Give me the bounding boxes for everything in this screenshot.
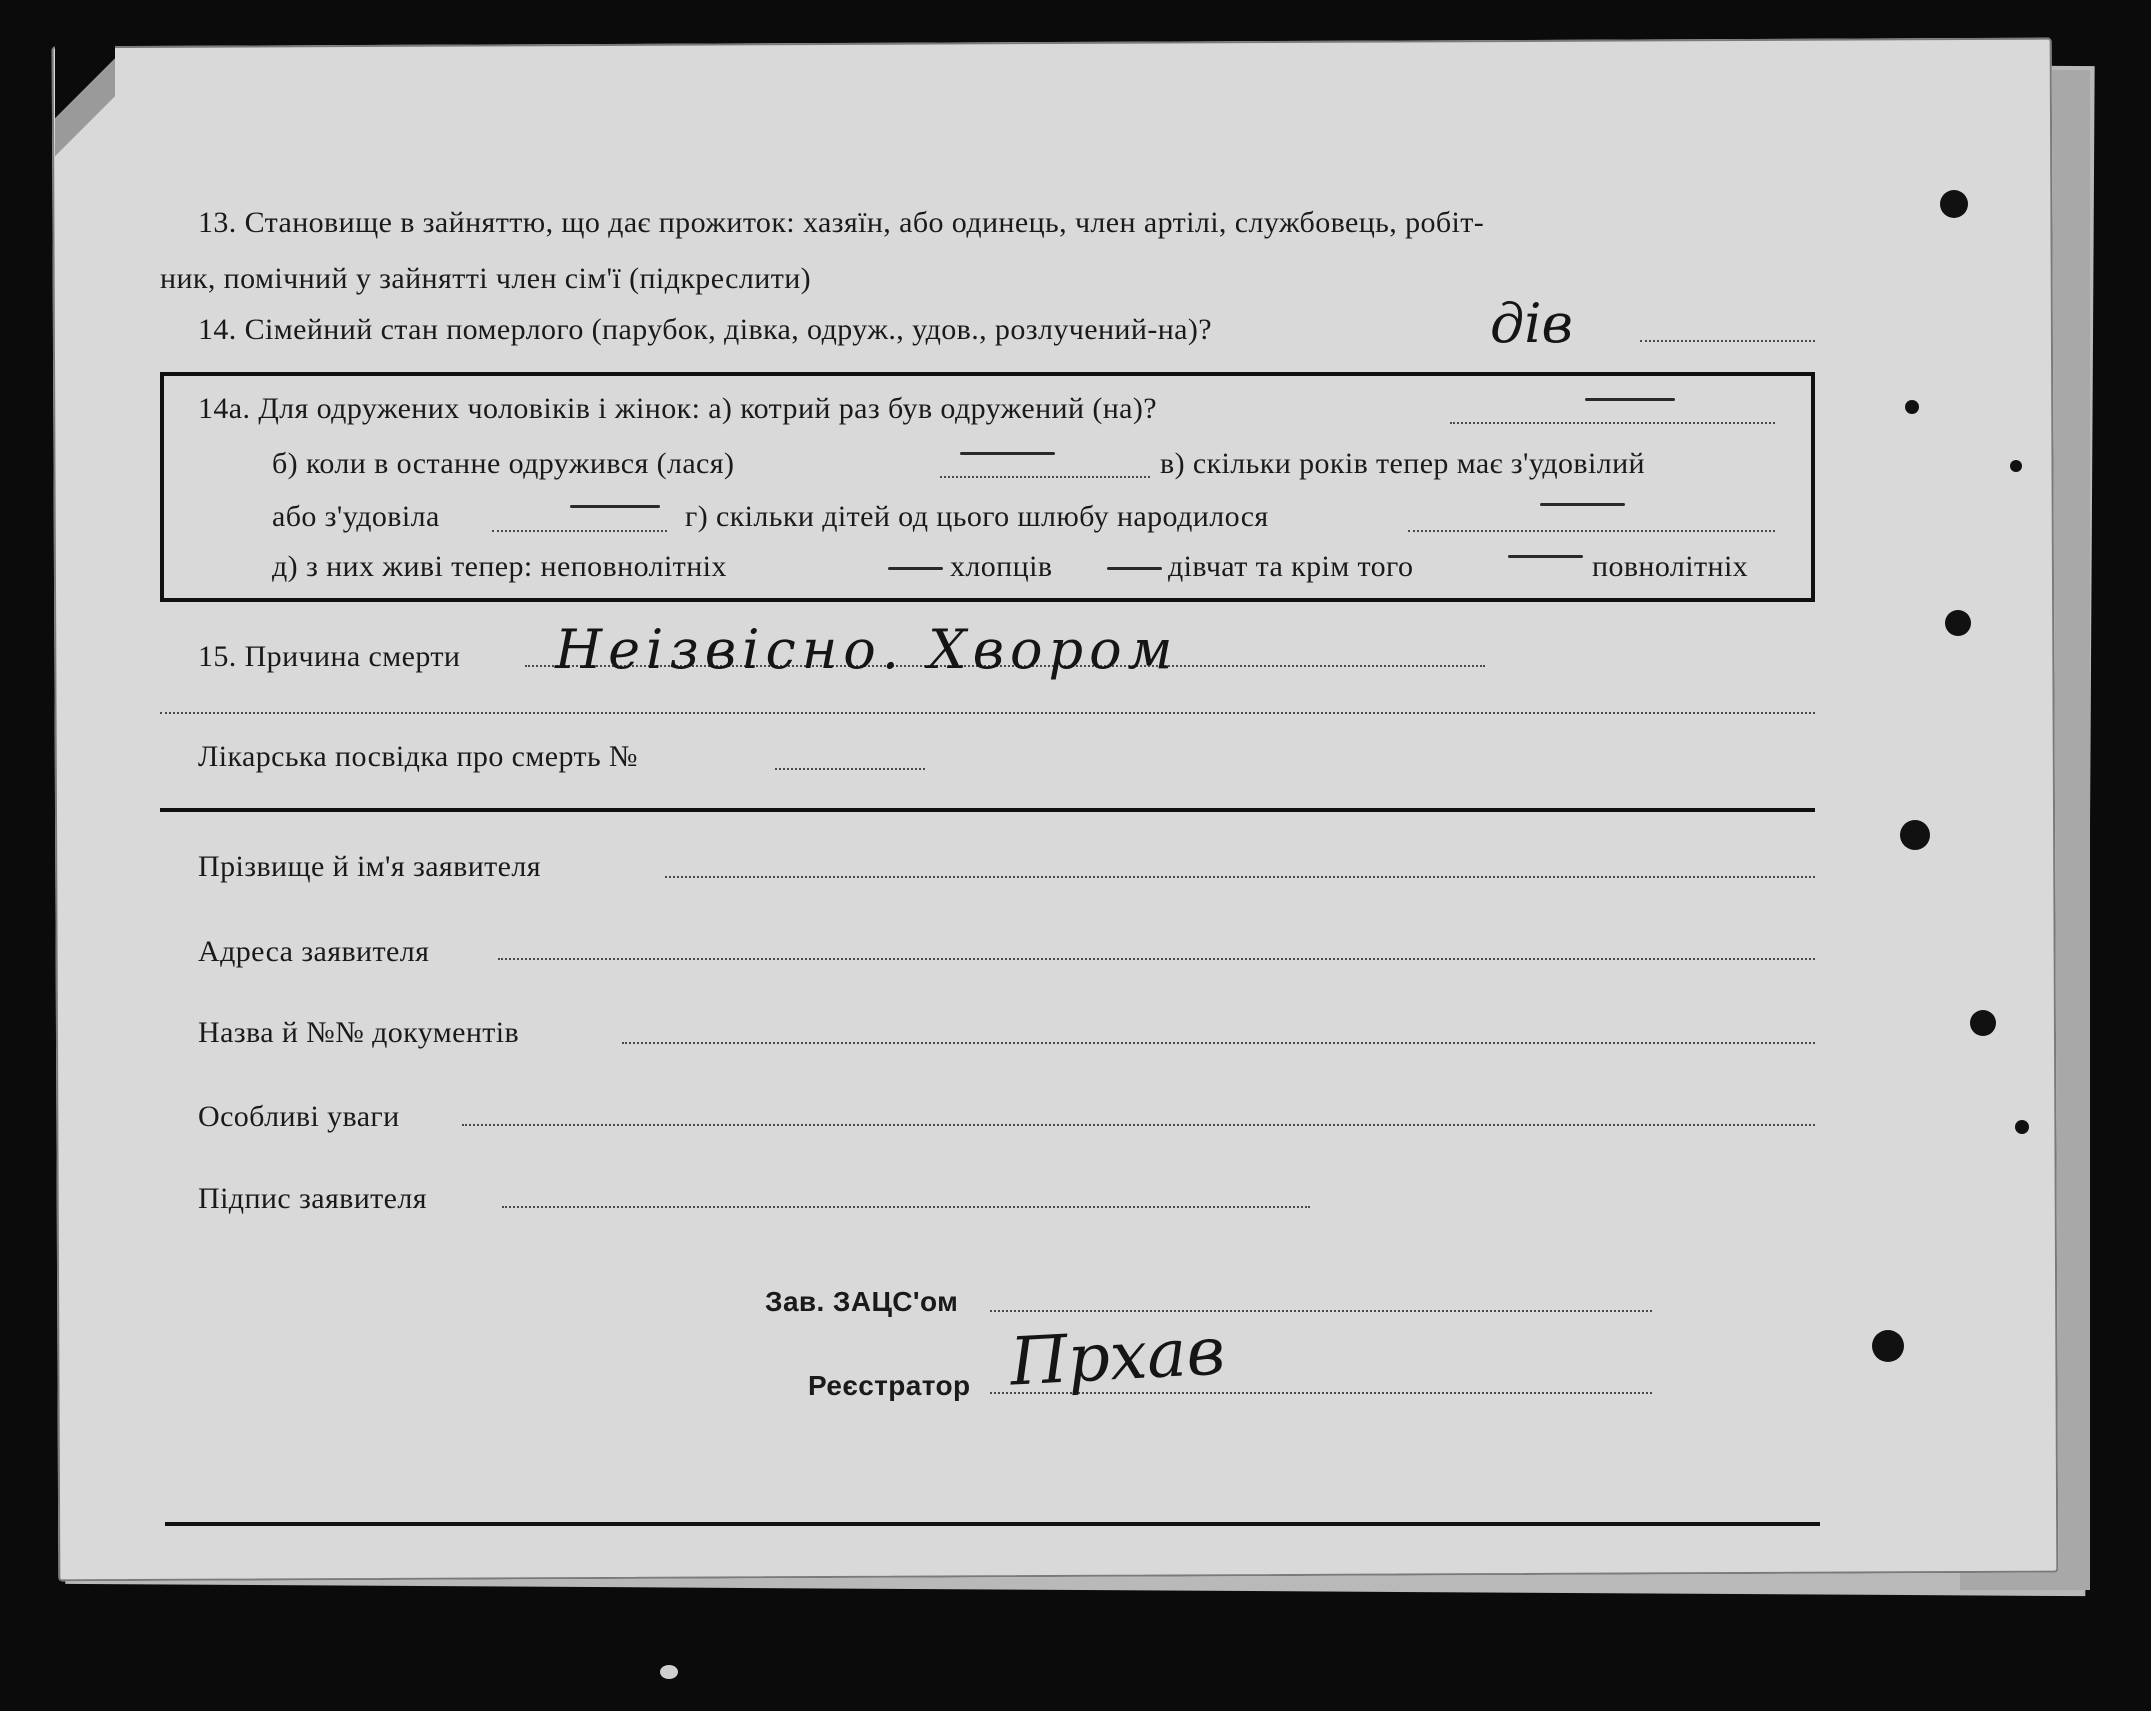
q14a-abo: або з'удовіла: [272, 500, 440, 533]
q14a-b-dots: [940, 476, 1150, 478]
corner-fold: [55, 42, 115, 172]
head-label: Зав. ЗАЦС'ом: [765, 1286, 959, 1317]
registrar-signature: Прхав: [1008, 1312, 1227, 1401]
q14-dots: [1640, 340, 1815, 342]
q14a-a-dash: [1585, 398, 1675, 401]
q14-answer: дів: [1490, 292, 1573, 355]
bottom-rule: [165, 1522, 1820, 1526]
q14a-d3: дівчат та крім того: [1168, 550, 1414, 583]
q14a-d1-dash: [888, 567, 943, 570]
q14a-b-dash: [960, 452, 1055, 455]
binding-hole: [1900, 820, 1930, 850]
q14a-d3-dash: [1508, 555, 1583, 558]
applicant-name-label: Прізвище й ім'я заявителя: [198, 850, 541, 883]
divider-rule: [160, 808, 1815, 812]
applicant-signature-dots: [502, 1206, 1310, 1208]
q13-line2: ник, помічний у зайнятті член сім'ї (підкреслити): [160, 262, 812, 295]
documents-label: Назва й №№ документів: [198, 1016, 520, 1049]
q15-label: 15. Причина смерти: [198, 640, 461, 673]
applicant-name-dots: [665, 876, 1815, 878]
q14a-d4: повнолітніх: [1592, 550, 1749, 583]
remarks-label: Особливі уваги: [198, 1100, 400, 1133]
binding-hole: [1940, 190, 1968, 218]
q15-answer: Неізвісно. Хворoм: [555, 618, 1179, 681]
q14a-a: 14а. Для одружених чоловіків і жінок: а) котрий раз був одружений (на)?: [198, 392, 1158, 425]
applicant-address-label: Адреса заявителя: [198, 935, 430, 968]
head-dots: [990, 1310, 1652, 1312]
q14a-a-dots: [1450, 422, 1775, 424]
q14a-d2-dash: [1107, 567, 1162, 570]
q14a-abo-dots: [492, 530, 667, 532]
q14-label: 14. Сімейний стан померлого (парубок, дівка, одруж., удов., розлучений-на)?: [198, 313, 1212, 346]
medical-cert-dots: [775, 768, 925, 770]
q14a-d2: хлопців: [950, 550, 1053, 583]
binding-hole: [1970, 1010, 1996, 1036]
remarks-dots: [462, 1124, 1815, 1126]
binding-hole: [1905, 400, 1919, 414]
q14a-g-dash: [1540, 503, 1625, 506]
binding-hole: [1872, 1330, 1904, 1362]
q14a-b: б) коли в останне одружився (лася): [272, 447, 735, 480]
q14a-g: г) скільки дітей од цього шлюбу народилося: [685, 500, 1269, 533]
q15-dots-line2: [160, 712, 1815, 714]
q14a-d1: д) з них живі тепер: неповнолітніх: [272, 550, 727, 583]
medical-cert-label: Лікарська посвідка про смерть №: [198, 740, 638, 773]
registrar-label: Реєстратор: [808, 1370, 971, 1401]
binding-hole: [2015, 1120, 2029, 1134]
q14a-abo-dash: [570, 505, 660, 508]
q13-line1: 13. Становище в зайняттю, що дає прожиток: хазяїн, або одинець, член артілі, службовець, робіт-: [198, 206, 1485, 239]
q14a-g-dots: [1408, 530, 1775, 532]
binding-hole: [2010, 460, 2022, 472]
binding-hole: [1945, 610, 1971, 636]
documents-dots: [622, 1042, 1815, 1044]
applicant-address-dots: [498, 958, 1815, 960]
q14a-v: в) скільки років тепер має з'удовілий: [1160, 447, 1646, 480]
applicant-signature-label: Підпис заявителя: [198, 1182, 427, 1215]
paper-fleck: [660, 1665, 678, 1679]
